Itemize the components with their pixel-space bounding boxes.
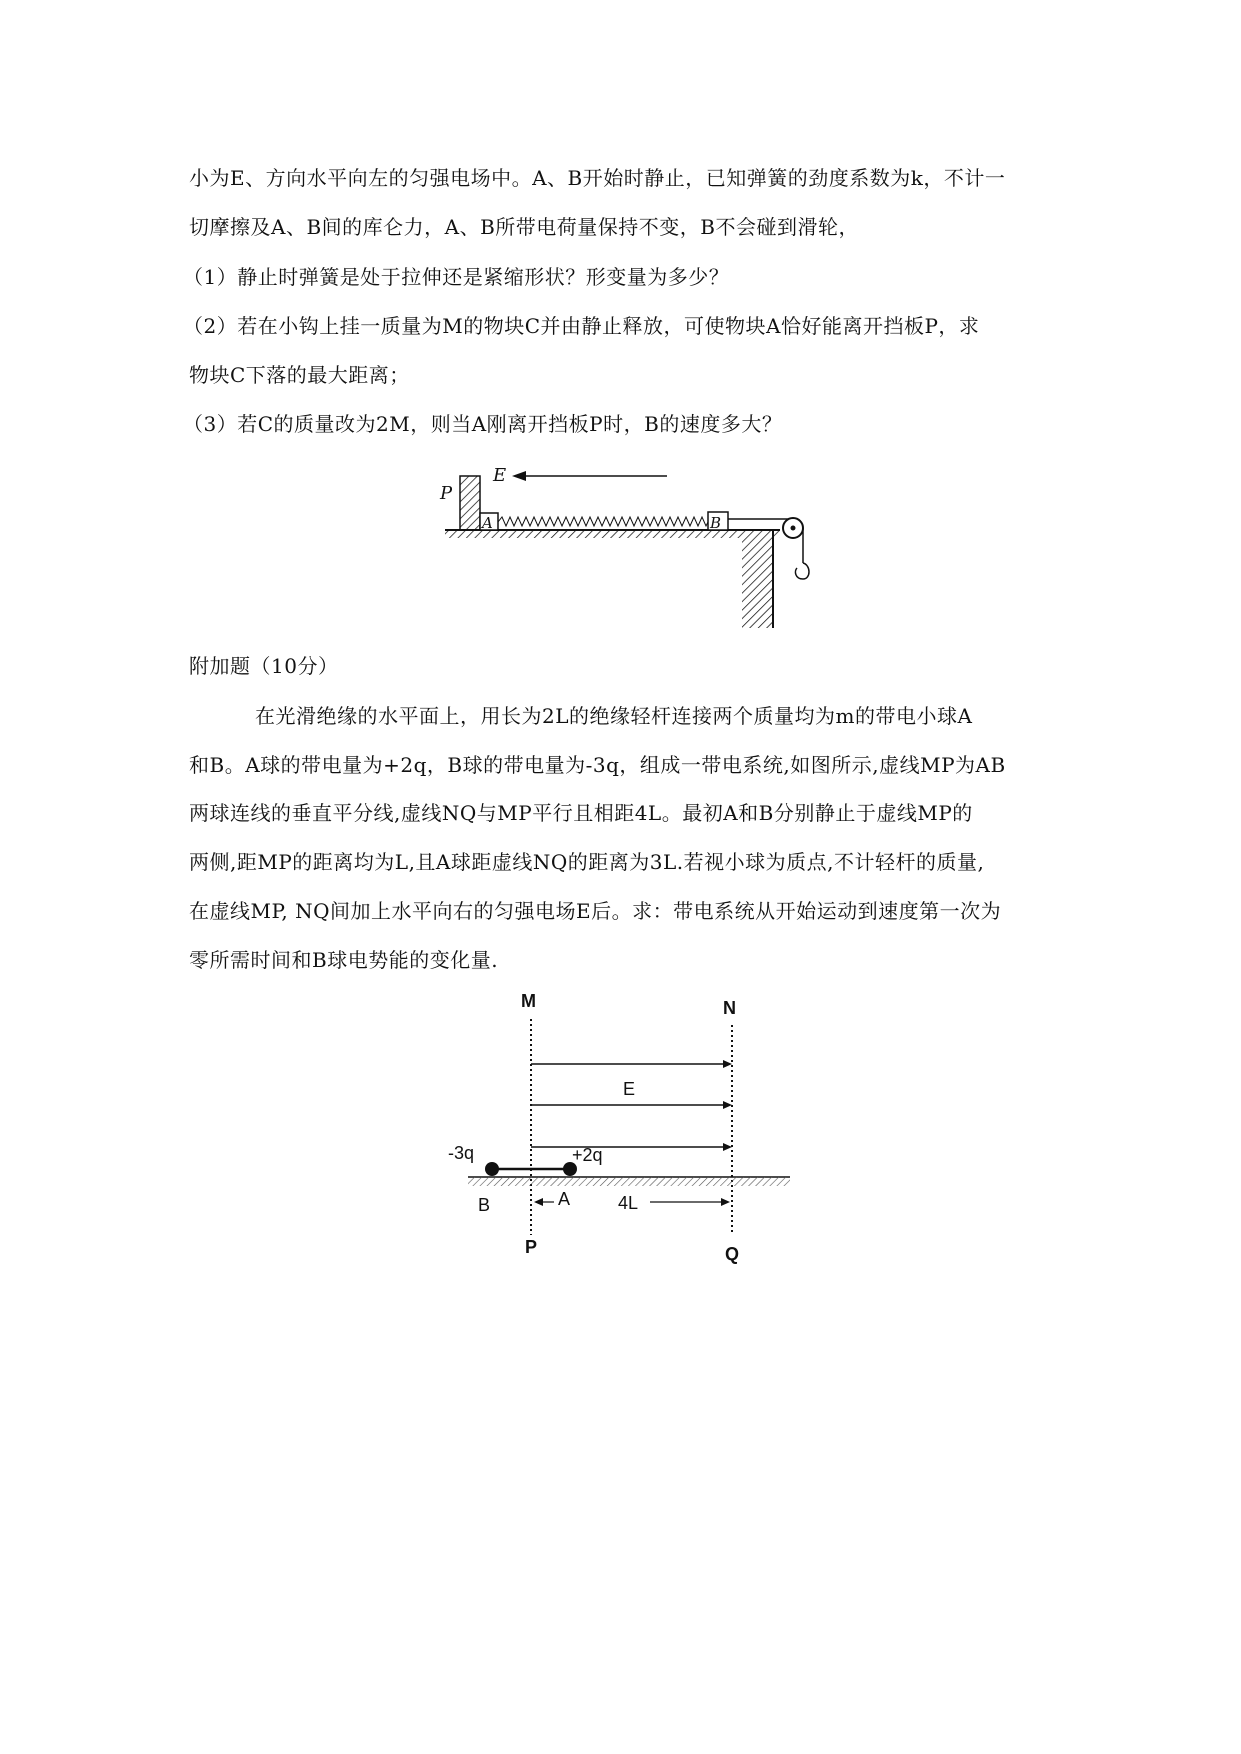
bonus-line-2: 和B。A球的带电量为+2q，B球的带电量为-3q，组成一带电系统,如图所示,虚线MP为AB	[189, 753, 1006, 777]
label-q: Q	[725, 1244, 740, 1264]
bonus-line-3: 两球连线的垂直平分线,虚线NQ与MP平行且相距4L。最初A和B分别静止于虚线MP的	[189, 801, 973, 825]
e-field-arrow	[512, 471, 667, 481]
field-arrow-3	[531, 1143, 732, 1151]
problem1-line-2: 切摩擦及A、B间的库仑力，A、B所带电荷量保持不变，B不会碰到滑轮，	[189, 215, 859, 239]
label-e-field: E	[623, 1079, 636, 1099]
problem1-question-2: （2）若在小钩上挂一质量为M的物块C并由静止释放，可使物块A恰好能离开挡板P，求	[183, 314, 980, 338]
pulley	[783, 518, 803, 538]
bonus-line-5: 在虚线MP, NQ间加上水平向右的匀强电场E后。求：带电系统从开始运动到速度第一次为	[189, 899, 1002, 923]
charged-system-figure	[440, 985, 810, 1275]
ground-surface	[445, 530, 780, 628]
problem1-question-1: （1）静止时弹簧是处于拉伸还是紧缩形状？形变量为多少？	[183, 265, 730, 289]
ball-a	[563, 1162, 577, 1176]
bonus-line-1: 在光滑绝缘的水平面上，用长为2L的绝缘轻杆连接两个质量均为m的带电小球A	[255, 704, 973, 728]
label-ball-a: A	[558, 1189, 571, 1209]
bonus-line-6: 零所需时间和B球电势能的变化量.	[189, 948, 499, 972]
bonus-heading: 附加题（10分）	[189, 654, 339, 678]
problem1-question-3: （3）若C的质量改为2M，则当A刚离开挡板P时，B的速度多大？	[183, 412, 783, 436]
label-e-field: E	[493, 465, 507, 486]
label-charge-a: +2q	[572, 1145, 603, 1165]
label-block-a: A	[482, 514, 493, 532]
label-m: M	[521, 991, 536, 1011]
spring	[498, 517, 708, 526]
field-arrow-1	[531, 1060, 732, 1068]
label-4l: 4L	[618, 1193, 639, 1213]
plate-p	[460, 476, 480, 530]
bonus-line-4: 两侧,距MP的距离均为L,且A球距虚线NQ的距离为3L.若视小球为质点,不计轻杆的质量,	[189, 850, 985, 874]
problem1-question-2-cont: 物块C下落的最大距离；	[189, 363, 410, 387]
field-arrow-2	[531, 1101, 732, 1109]
label-plate-p: P	[440, 483, 453, 504]
label-p: P	[525, 1237, 538, 1257]
label-block-b: B	[710, 514, 722, 532]
ground-surface	[468, 1177, 790, 1186]
ball-b	[485, 1162, 499, 1176]
problem1-line-1: 小为E、方向水平向左的匀强电场中。A、B开始时静止，已知弹簧的劲度系数为k，不计一	[189, 166, 1006, 190]
label-n: N	[723, 998, 736, 1018]
label-ball-b: B	[478, 1195, 491, 1215]
label-charge-b: -3q	[448, 1143, 475, 1163]
spring-pulley-figure	[430, 455, 830, 640]
